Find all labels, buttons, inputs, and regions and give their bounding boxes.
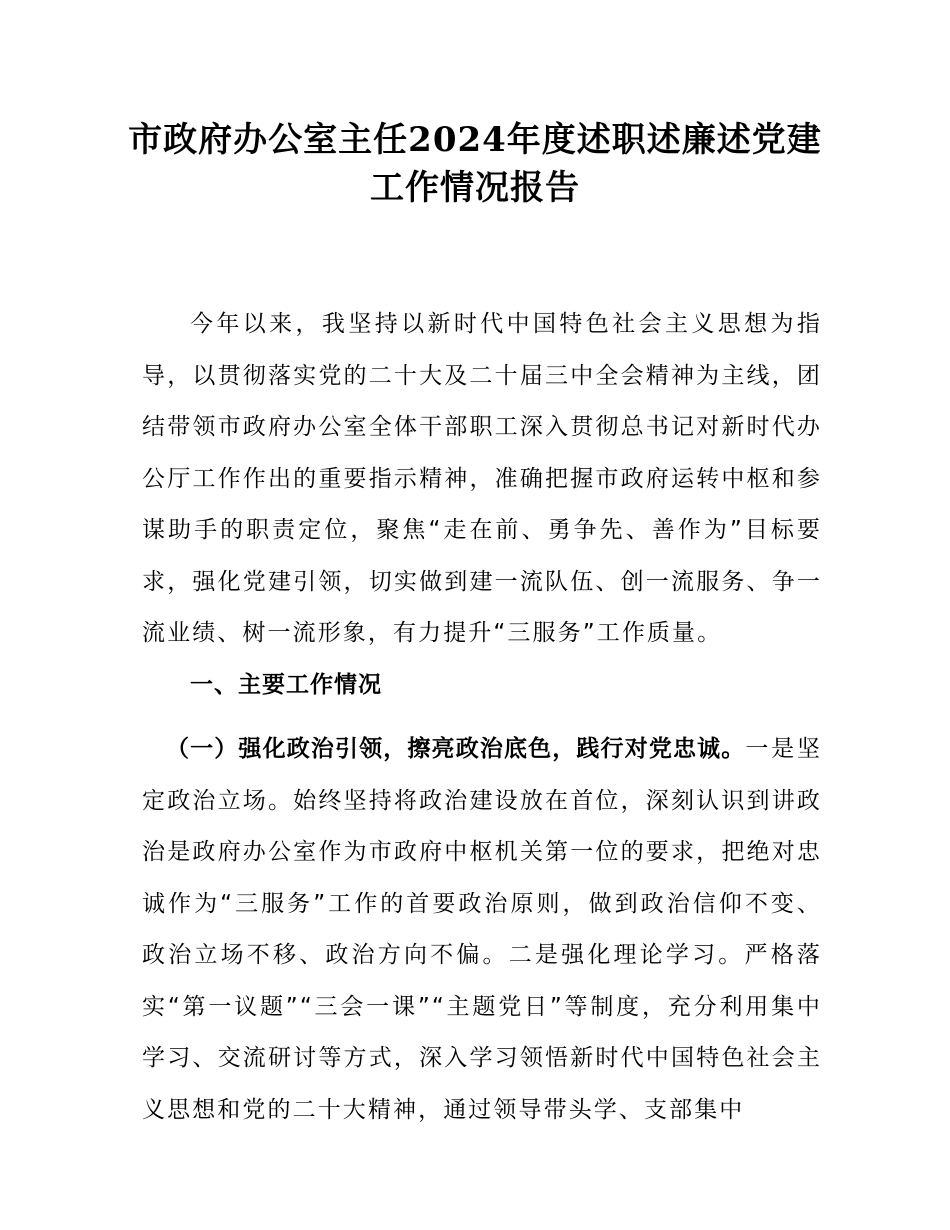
subsection-title: （一）强化政治引领，擦亮政治底色，践行对党忠诚。: [166, 736, 746, 762]
document-title-line-2: 工作情况报告: [370, 168, 580, 208]
document-title-line-1: 市政府办公室主任2024年度述职述廉述党建: [128, 120, 822, 160]
subsection-body: 一是坚定政治立场。始终坚持将政治建设放在首位，深刻认识到讲政治是政府办公室作为市政府中枢机关第一位的要求，把绝对忠诚作为“三服务”工作的首要政治原则，做到政治信仰不变、政治立场不移、政治方向不偏。二是强化理论学习。严格落实“第一议题”“三会一课”“主题党日”等制度，充分利用集中学习、交流研讨等方式，深入学习领悟新时代中国特色社会主义思想和党的二十大精神，通过领导带头学、支部集中: [142, 736, 822, 1123]
intro-paragraph: 今年以来，我坚持以新时代中国特色社会主义思想为指导，以贯彻落实党的二十大及二十届三中全会精神为主线，团结带领市政府办公室全体干部职工深入贯彻总书记对新时代办公厅工作作出的重要指示精神，准确把握市政府运转中枢和参谋助手的职责定位，聚焦“走在前、勇争先、善作为”目标要求，强化党建引领，切实做到建一流队伍、创一流服务、争一流业绩、树一流形象，有力提升“三服务”工作质量。: [142, 311, 822, 646]
subsection-paragraph: [142, 724, 822, 1136]
section-heading: 一、主要工作情况: [190, 672, 382, 698]
